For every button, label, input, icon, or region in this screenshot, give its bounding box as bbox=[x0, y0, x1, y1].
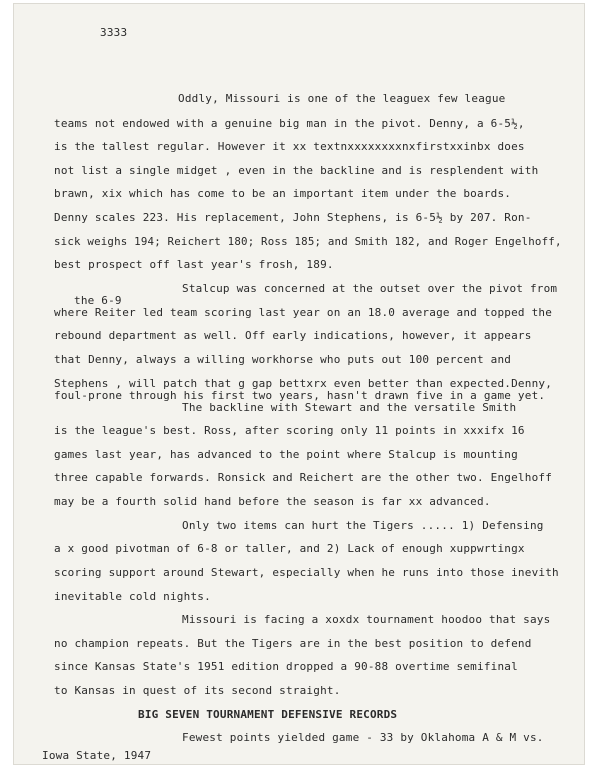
text-line: Oddly, Missouri is one of the leaguex few league bbox=[178, 92, 506, 105]
text-line: Only two items can hurt the Tigers ..... 1) Defensing bbox=[182, 519, 544, 532]
text-line: brawn, xix which has come to be an important item under the boards. bbox=[54, 187, 512, 200]
typewritten-page bbox=[14, 4, 584, 764]
text-line: scoring support around Stewart, especially when he runs into those inevith bbox=[54, 566, 559, 579]
text-line: no champion repeats. But the Tigers are in the best position to defend bbox=[54, 637, 532, 650]
section-heading: BIG SEVEN TOURNAMENT DEFENSIVE RECORDS bbox=[138, 708, 398, 721]
text-line: teams not endowed with a genuine big man in the pivot. Denny, a 6-5½, bbox=[54, 117, 525, 130]
text-line: Stalcup was concerned at the outset over the pivot from bbox=[182, 282, 558, 295]
page-number: 3333 bbox=[100, 26, 128, 39]
text-line: Stephens , will patch that g gap bettxrx even better than expected.Denny, bbox=[54, 377, 553, 390]
text-line: best prospect off last year's frosh, 189. bbox=[54, 258, 334, 271]
text-line: not list a single midget , even in the backline and is resplendent with bbox=[54, 164, 539, 177]
text-line: The backline with Stewart and the versatile Smith bbox=[182, 401, 517, 414]
text-line: the 6-9 bbox=[74, 294, 122, 307]
text-line: inevitable cold nights. bbox=[54, 590, 211, 603]
text-line: that Denny, always a willing workhorse who puts out 100 percent and bbox=[54, 353, 512, 366]
page-text bbox=[14, 4, 584, 764]
text-line: three capable forwards. Ronsick and Reichert are the other two. Engelhoff bbox=[54, 471, 553, 484]
text-line: Denny scales 223. His replacement, John Stephens, is 6-5½ by 207. Ron- bbox=[54, 211, 532, 224]
text-line: may be a fourth solid hand before the season is far xx advanced. bbox=[54, 495, 491, 508]
text-line: is the league's best. Ross, after scoring only 11 points in xxxifx 16 bbox=[54, 424, 525, 437]
text-line: Iowa State, 1947 bbox=[42, 749, 152, 762]
text-line: sick weighs 194; Reichert 180; Ross 185; and Smith 182, and Roger Engelhoff, bbox=[54, 235, 562, 248]
text-line: a x good pivotman of 6-8 or taller, and 2) Lack of enough xuppwrtingx bbox=[54, 542, 525, 555]
text-line: to Kansas in quest of its second straight. bbox=[54, 684, 341, 697]
text-line: rebound department as well. Off early indications, however, it appears bbox=[54, 329, 532, 342]
text-line: since Kansas State's 1951 edition dropped a 90-88 overtime semifinal bbox=[54, 660, 518, 673]
text-line: Fewest points yielded game - 33 by Oklahoma A & M vs. bbox=[182, 731, 544, 744]
text-line: where Reiter led team scoring last year on an 18.0 average and topped the bbox=[54, 306, 553, 319]
text-line: foul-prone through his first two years, hasn't drawn five in a game yet. bbox=[54, 389, 546, 402]
text-line: Missouri is facing a xoxdx tournament hoodoo that says bbox=[182, 613, 551, 626]
text-line: games last year, has advanced to the point where Stalcup is mounting bbox=[54, 448, 518, 461]
text-line: is the tallest regular. However it xx textnxxxxxxxxnxfirstxxinbx does bbox=[54, 140, 525, 153]
